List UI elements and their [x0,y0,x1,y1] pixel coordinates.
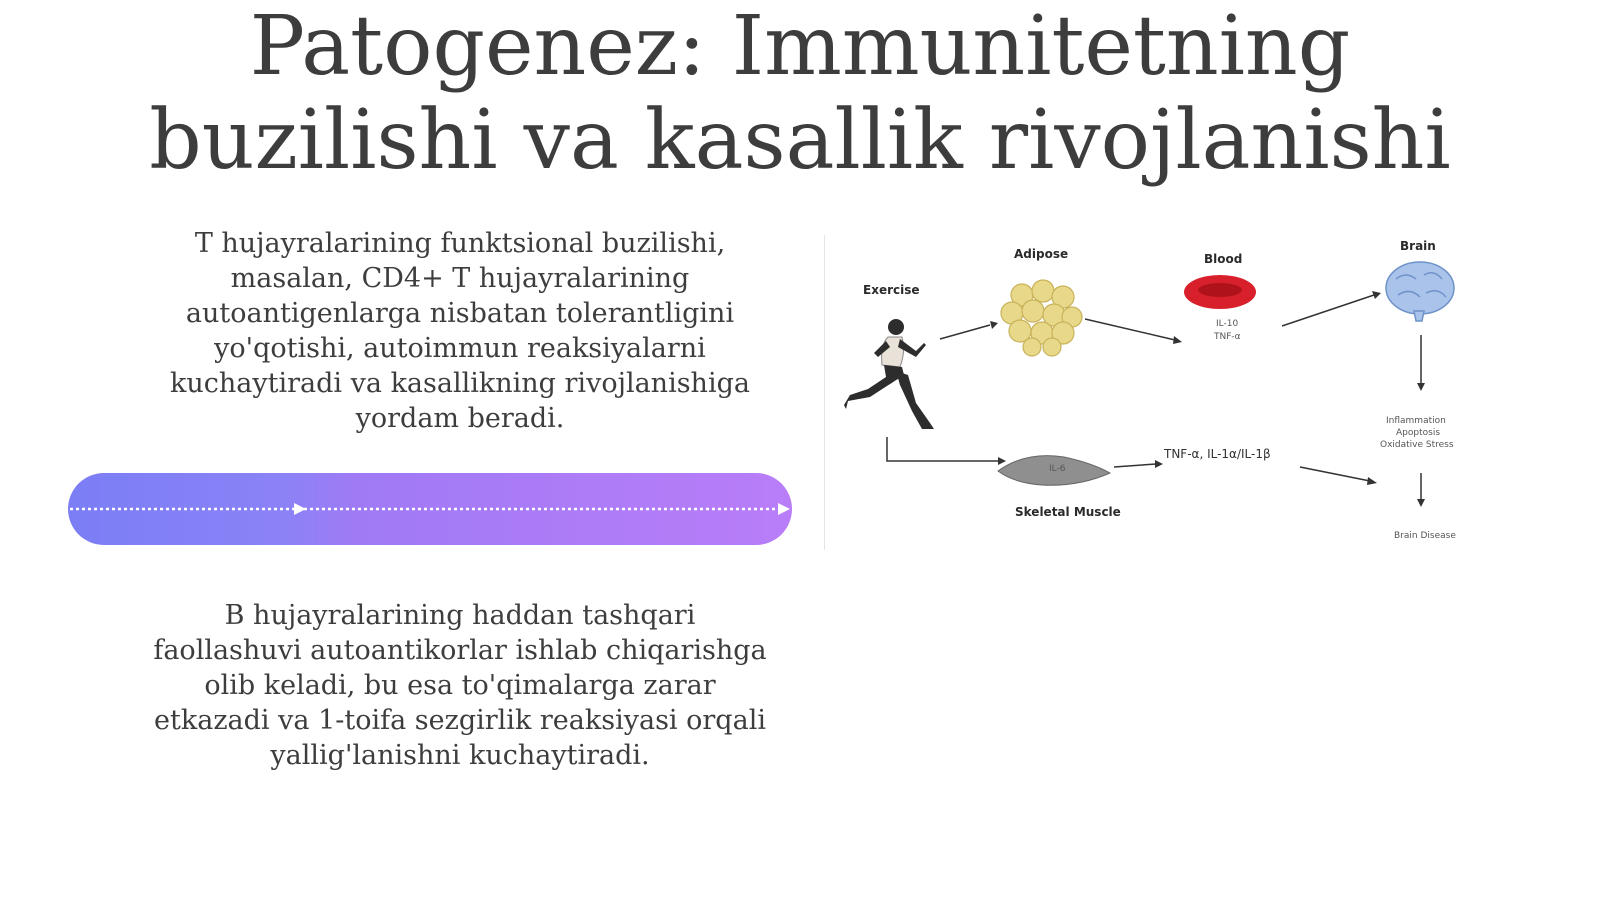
exercise-label: Exercise [863,283,920,297]
arrow-head-1 [294,503,306,515]
brain-effect-3: Oxidative Stress [1380,440,1454,450]
title-line-2: buzilishi va kasallik rivojlanishi [149,93,1451,188]
adipose-tissue-icon [1001,280,1082,356]
page-title [0,0,1600,188]
title-line-1: Patogenez: Immunitetning [249,0,1351,94]
muscle-inner-label: IL-6 [1049,464,1066,474]
column-divider [824,235,825,550]
red-blood-cell-icon [1184,275,1256,309]
blood-label: Blood [1204,252,1243,266]
blood-cytokine-1: IL-10 [1216,319,1239,329]
dotted-arrow-line [68,473,792,545]
exercise-cytokine-diagram [830,225,1490,565]
brain-effect-2: Apoptosis [1396,428,1441,438]
blood-cytokine-2: TNF-α [1214,332,1241,342]
muscle-label: Skeletal Muscle [1015,505,1121,519]
arrow-head-2 [778,503,790,515]
brain-disease-label: Brain Disease [1394,531,1456,541]
brain-effect-1: Inflammation [1386,416,1446,426]
runner-icon [844,319,934,429]
t-cell-paragraph: T hujayralarining funktsional buzilishi, masalan, CD4+ T hujayralarining autoantigenlarga nisbatan tolerantligini yo'qotishi, autoimmun reaksiyalarni kuchaytiradi va kasallikning rivojlanishiga yordam beradi. [170,228,750,434]
adipose-label: Adipose [1014,247,1069,261]
brain-label: Brain [1400,239,1436,253]
muscle-cytokines-label: TNF-α, IL-1α/IL-1β [1164,447,1271,461]
gradient-timeline-bar [68,473,792,545]
brain-icon [1386,262,1454,321]
b-cell-paragraph: B hujayralarining haddan tashqari faollashuvi autoantikorlar ishlab chiqarishga olib keladi, bu esa to'qimalarga zarar etkazadi va 1-toifa sezgirlik reaksiyasi orqali yallig'lanishni kuchaytiradi. [153,600,767,771]
